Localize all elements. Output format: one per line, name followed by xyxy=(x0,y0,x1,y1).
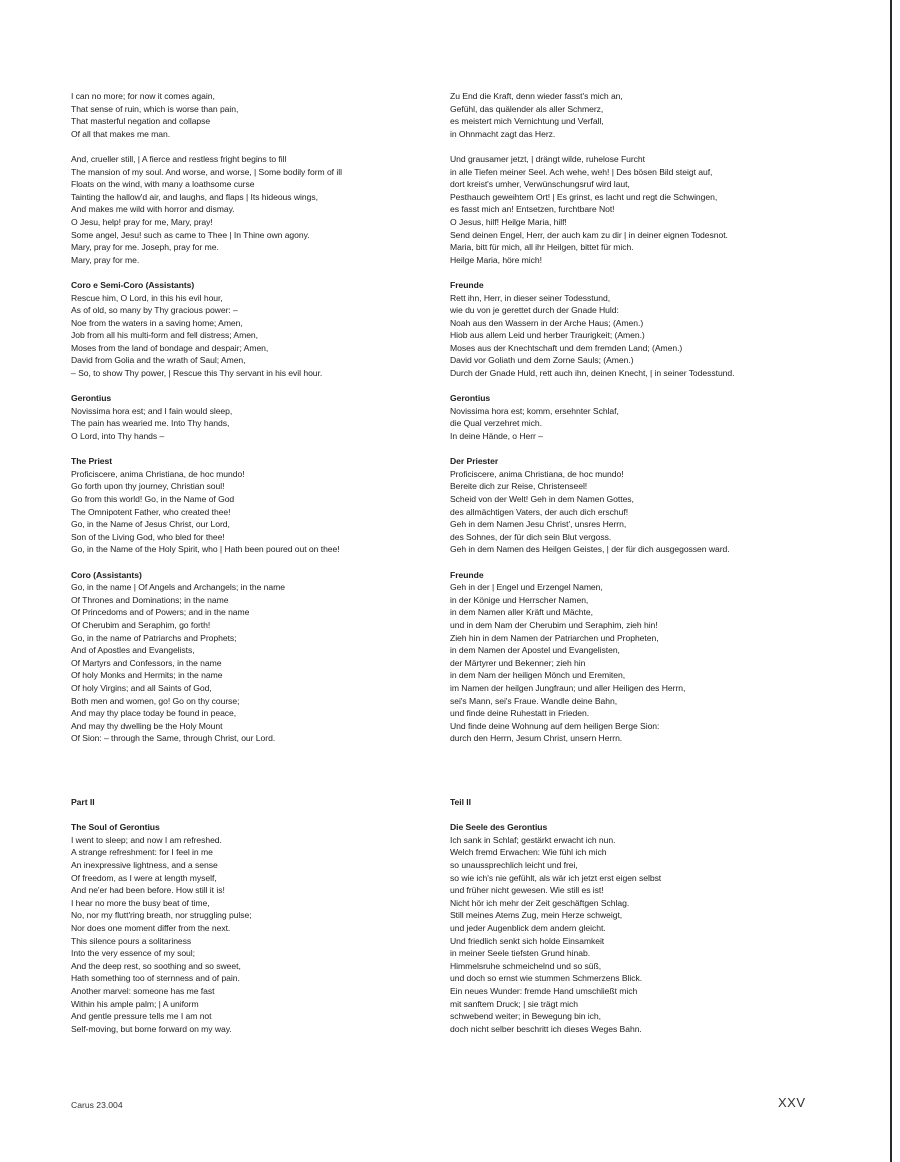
verse-line: Moses aus der Knechtschaft und dem fremden Land; (Amen.) xyxy=(450,342,683,353)
verse-line: Rett ihn, Herr, in dieser seiner Todesstund, xyxy=(450,292,611,303)
verse-line: Hiob aus allem Leid und herber Traurigkeit; (Amen.) xyxy=(450,330,645,341)
stanza xyxy=(450,392,830,442)
verse-line: Novissima hora est; and I fain would sleep, xyxy=(71,405,233,416)
verse-line: Nicht hör ich mehr der Zeit geschäftgen Schlag. xyxy=(450,897,630,908)
verse-line: Send deinen Engel, Herr, der auch kam zu dir | in deiner eignen Todesnot. xyxy=(450,229,728,240)
verse-line: Himmelsruhe schmeichelnd und so süß, xyxy=(450,960,602,971)
verse-line: Of Sion: – through the Same, through Christ, our Lord. xyxy=(71,733,276,744)
verse-line: Proficiscere, anima Christiana, de hoc mundo! xyxy=(71,468,245,479)
verse-line: in der Könige und Herrscher Namen, xyxy=(450,594,589,605)
verse-line: Still meines Atems Zug, mein Herze schweigt, xyxy=(450,910,623,921)
verse-line: Ich sank in Schlaf; gestärkt erwacht ich nun. xyxy=(450,834,616,845)
verse-line: in alle Tiefen meiner Seel. Ach wehe, weh! | Des bösen Bild steigt auf, xyxy=(450,166,713,177)
catalog-number: Carus 23.004 xyxy=(71,1100,123,1110)
speaker-label: Freunde xyxy=(450,279,484,290)
verse-line: Of holy Virgins; and all Saints of God, xyxy=(71,682,212,693)
verse-line: sei's Mann, sei's Fraue. Wandle deine Bahn, xyxy=(450,695,618,706)
verse-line: Geh in dem Namen des Heilgen Geistes, | der für dich ausgegossen ward. xyxy=(450,544,730,555)
verse-line: Heilge Maria, höre mich! xyxy=(450,254,542,265)
verse-line: Of Martyrs and Confessors, in the name xyxy=(71,657,222,668)
verse-line: Und friedlich senkt sich holde Einsamkeit xyxy=(450,935,605,946)
verse-line: Of Thrones and Dominations; in the name xyxy=(71,594,229,605)
speaker-label: The Soul of Gerontius xyxy=(71,822,160,833)
verse-line: In deine Hände, o Herr – xyxy=(450,431,543,442)
verse-line: so wie ich's nie gefühlt, als wär ich jetzt erst eigen selbst xyxy=(450,872,662,883)
verse-line: Go forth upon thy journey, Christian soul! xyxy=(71,481,225,492)
verse-line: Gefühl, das quälender als aller Schmerz, xyxy=(450,103,604,114)
verse-line: Go, in the Name of the Holy Spirit, who | Hath been poured out on thee! xyxy=(71,544,340,555)
verse-line: die Qual verzehret mich. xyxy=(450,418,542,429)
verse-line: The pain has wearied me. Into Thy hands, xyxy=(71,418,230,429)
verse-line: The Omnipotent Father, who created thee! xyxy=(71,506,231,517)
english-text-column xyxy=(71,90,441,757)
verse-line: Noe from the waters in a saving home; Amen, xyxy=(71,317,243,328)
speaker-label: Freunde xyxy=(450,569,484,580)
verse-line: Welch fremd Erwachen: Wie fühl ich mich xyxy=(450,847,607,858)
page-number: XXV xyxy=(778,1095,806,1110)
verse-line: und doch so ernst wie stummen Schmerzens Blick. xyxy=(450,973,643,984)
verse-line: Ein neues Wunder: fremde Hand umschließt mich xyxy=(450,985,638,996)
verse-line: Zieh hin in dem Namen der Patriarchen und Propheten, xyxy=(450,632,659,643)
verse-line: Job from all his multi-form and fell distress; Amen, xyxy=(71,330,259,341)
stanza xyxy=(71,279,441,380)
verse-line: Mary, pray for me. Joseph, pray for me. xyxy=(71,242,219,253)
verse-line: And may thy place today be found in peace, xyxy=(71,708,237,719)
verse-line: Both men and women, go! Go on thy course; xyxy=(71,695,240,706)
verse-line: Son of the Living God, who bled for thee! xyxy=(71,531,225,542)
verse-line: And ne'er had been before. How still it is! xyxy=(71,885,225,896)
speaker-label: Gerontius xyxy=(71,393,112,404)
verse-line: O Jesus, hilf! Heilge Maria, hilf! xyxy=(450,216,567,227)
verse-line: O Lord, into Thy hands – xyxy=(71,431,165,442)
verse-line: in meiner Seele tiefsten Grund hinab. xyxy=(450,948,591,959)
verse-line: Some angel, Jesu! such as came to Thee | In Thine own agony. xyxy=(71,229,310,240)
verse-line: in Ohnmacht zagt das Herz. xyxy=(450,128,556,139)
verse-line: Scheid von der Welt! Geh in dem Namen Gottes, xyxy=(450,494,634,504)
verse-line: And, crueller still, | A fierce and restless fright begins to fill xyxy=(71,153,287,164)
verse-line: des Sohnes, der für dich sein Blut vergoss. xyxy=(450,531,612,542)
verse-line: es meistert mich Vernichtung und Verfall, xyxy=(450,116,604,127)
verse-line: The mansion of my soul. And worse, and worse, | Some bodily form of ill xyxy=(71,166,342,177)
stanza xyxy=(450,153,830,266)
verse-line: Of Princedoms and of Powers; and in the name xyxy=(71,607,250,618)
verse-line: in dem Namen der Apostel und Evangelisten, xyxy=(450,645,620,656)
verse-line: Mary, pray for me. xyxy=(71,254,140,265)
verse-line: der Märtyrer und Bekenner; zieh hin xyxy=(450,657,586,668)
verse-line: And makes me wild with horror and dismay. xyxy=(71,204,235,215)
speaker-label: The Priest xyxy=(71,456,113,467)
verse-line: David from Golia and the wrath of Saul; Amen, xyxy=(71,355,246,366)
verse-line: Maria, bitt für mich, all ihr Heilgen, bittet für mich. xyxy=(450,242,634,253)
verse-line: und finde deine Ruhestatt in Frieden. xyxy=(450,708,590,719)
verse-line: Go, in the name | Of Angels and Archangels; in the name xyxy=(71,582,285,593)
verse-line: And the deep rest, so soothing and so sweet, xyxy=(71,960,241,971)
verse-line: es fasst mich an! Entsetzen, furchtbare Not! xyxy=(450,204,615,215)
verse-line: I can no more; for now it comes again, xyxy=(71,91,215,101)
verse-line: durch den Herrn, Jesum Christ, unsern Herrn. xyxy=(450,733,623,744)
verse-line: Und grausamer jetzt, | drängt wilde, ruhelose Furcht xyxy=(450,153,645,164)
stanza xyxy=(450,279,830,380)
german-text-column xyxy=(450,90,830,757)
speaker-label: Die Seele des Gerontius xyxy=(450,822,548,833)
stanza xyxy=(450,569,830,745)
verse-line: Another marvel: someone has me fast xyxy=(71,985,215,996)
verse-line: Of Cherubim and Seraphim, go forth! xyxy=(71,619,211,630)
verse-line: wie du von je gerettet durch der Gnade Huld: xyxy=(450,305,619,316)
verse-line: O Jesu, help! pray for me, Mary, pray! xyxy=(71,216,213,227)
stanza xyxy=(71,455,441,556)
verse-line: Hath something too of sternness and of pain. xyxy=(71,973,240,984)
verse-line: And of Apostles and Evangelists, xyxy=(71,645,195,656)
stanza xyxy=(71,392,441,442)
verse-line: Novissima hora est; komm, ersehnter Schlaf, xyxy=(450,405,619,416)
verse-line: Pesthauch geweihtem Ort! | Es grinst, es lacht und regt die Schwingen, xyxy=(450,191,718,202)
speaker-label: Der Priester xyxy=(450,456,499,467)
verse-line: und früher nicht gewesen. Wie still es ist! xyxy=(450,885,604,896)
verse-line: And gentle pressure tells me I am not xyxy=(71,1011,212,1022)
verse-line: mit sanftem Druck; | sie trägt mich xyxy=(450,998,578,1009)
verse-line: – So, to show Thy power, | Rescue this Thy servant in his evil hour. xyxy=(71,368,323,379)
stanza xyxy=(71,569,441,745)
speaker-label: Gerontius xyxy=(450,393,491,404)
verse-line: That sense of ruin, which is worse than pain, xyxy=(71,103,239,114)
verse-line: That masterful negation and collapse xyxy=(71,116,211,127)
verse-line: Geh in der | Engel und Erzengel Namen, xyxy=(450,582,603,593)
verse-line: Into the very essence of my soul; xyxy=(71,948,195,959)
verse-line: schwebend weiter; in Bewegung bin ich, xyxy=(450,1011,601,1022)
verse-line: Within his ample palm; | A uniform xyxy=(71,998,199,1009)
stanza xyxy=(450,455,830,556)
verse-line: des allmächtigen Vaters, der auch dich erschuf! xyxy=(450,506,629,517)
verse-line: Go, in the Name of Jesus Christ, our Lord, xyxy=(71,519,230,530)
verse-line: I hear no more the busy beat of time, xyxy=(71,897,210,908)
verse-line: in dem Namen aller Kräft und Mächte, xyxy=(450,607,593,618)
verse-line: Geh in dem Namen Jesu Christ', unsres Herrn, xyxy=(450,519,627,530)
verse-line: Go from this world! Go, in the Name of God xyxy=(71,494,235,504)
verse-line: im Namen der heilgen Jungfraun; und aller Heiligen des Herrn, xyxy=(450,682,686,693)
speaker-label: Coro (Assistants) xyxy=(71,569,142,580)
verse-line: so unaussprechlich leicht und frei, xyxy=(450,859,578,870)
verse-line: And may thy dwelling be the Holy Mount xyxy=(71,720,223,731)
verse-line: doch nicht selber beschritt ich dieses Weges Bahn. xyxy=(450,1023,642,1034)
english-part-two-column xyxy=(71,796,441,1035)
stanza xyxy=(71,153,441,266)
verse-line: Of freedom, as I were at length myself, xyxy=(71,872,217,883)
verse-line: This silence pours a solitariness xyxy=(71,935,192,946)
part-heading: Teil II xyxy=(450,797,471,807)
verse-line: Zu End die Kraft, denn wieder fasst's mich an, xyxy=(450,91,623,101)
verse-line: Tainting the hallow'd air, and laughs, and flaps | Its hideous wings, xyxy=(71,191,318,202)
german-part-two-column xyxy=(450,796,830,1035)
verse-line: Und finde deine Wohnung auf dem heiligen Berge Sion: xyxy=(450,720,660,731)
speaker-label: Coro e Semi-Coro (Assistants) xyxy=(71,279,195,290)
verse-line: dort kreist's umher, Verwünschungsruf wird laut, xyxy=(450,179,630,190)
verse-line: Bereite dich zur Reise, Christenseel! xyxy=(450,481,588,492)
verse-line: Of all that makes me man. xyxy=(71,128,171,139)
verse-line: Moses from the land of bondage and despair; Amen, xyxy=(71,342,269,353)
verse-line: in dem Nam der heiligen Mönch und Eremiten, xyxy=(450,670,626,681)
verse-line: und jeder Augenblick dem andern gleicht. xyxy=(450,922,606,933)
stanza xyxy=(71,90,441,140)
verse-line: Durch der Gnade Huld, rett auch ihn, deinen Knecht, | in seiner Todesstund. xyxy=(450,368,735,379)
verse-line: Of holy Monks and Hermits; in the name xyxy=(71,670,223,681)
verse-line: Go, in the name of Patriarchs and Prophets; xyxy=(71,632,237,643)
verse-line: A strange refreshment: for I feel in me xyxy=(71,847,213,858)
verse-line: Nor does one moment differ from the next. xyxy=(71,922,231,933)
verse-line: No, nor my flutt'ring breath, nor struggling pulse; xyxy=(71,910,252,921)
stanza xyxy=(450,90,830,140)
verse-line: David vor Goliath und dem Zorne Sauls; (Amen.) xyxy=(450,355,634,366)
verse-line: I went to sleep; and now I am refreshed. xyxy=(71,834,222,845)
part-heading: Part II xyxy=(71,797,95,807)
verse-line: As of old, so many by Thy gracious power: – xyxy=(71,305,238,316)
verse-line: Proficiscere, anima Christiana, de hoc mundo! xyxy=(450,468,624,479)
verse-line: Noah aus den Wassern in der Arche Haus; (Amen.) xyxy=(450,317,644,328)
verse-line: Self-moving, but borne forward on my way. xyxy=(71,1023,232,1034)
verse-line: Rescue him, O Lord, in this his evil hour, xyxy=(71,292,223,303)
verse-line: und in dem Nam der Cherubim und Seraphim, zieh hin! xyxy=(450,619,658,630)
page-edge-rule xyxy=(890,0,892,1162)
verse-line: An inexpressive lightness, and a sense xyxy=(71,859,218,870)
verse-line: Floats on the wind, with many a loathsome curse xyxy=(71,179,255,190)
